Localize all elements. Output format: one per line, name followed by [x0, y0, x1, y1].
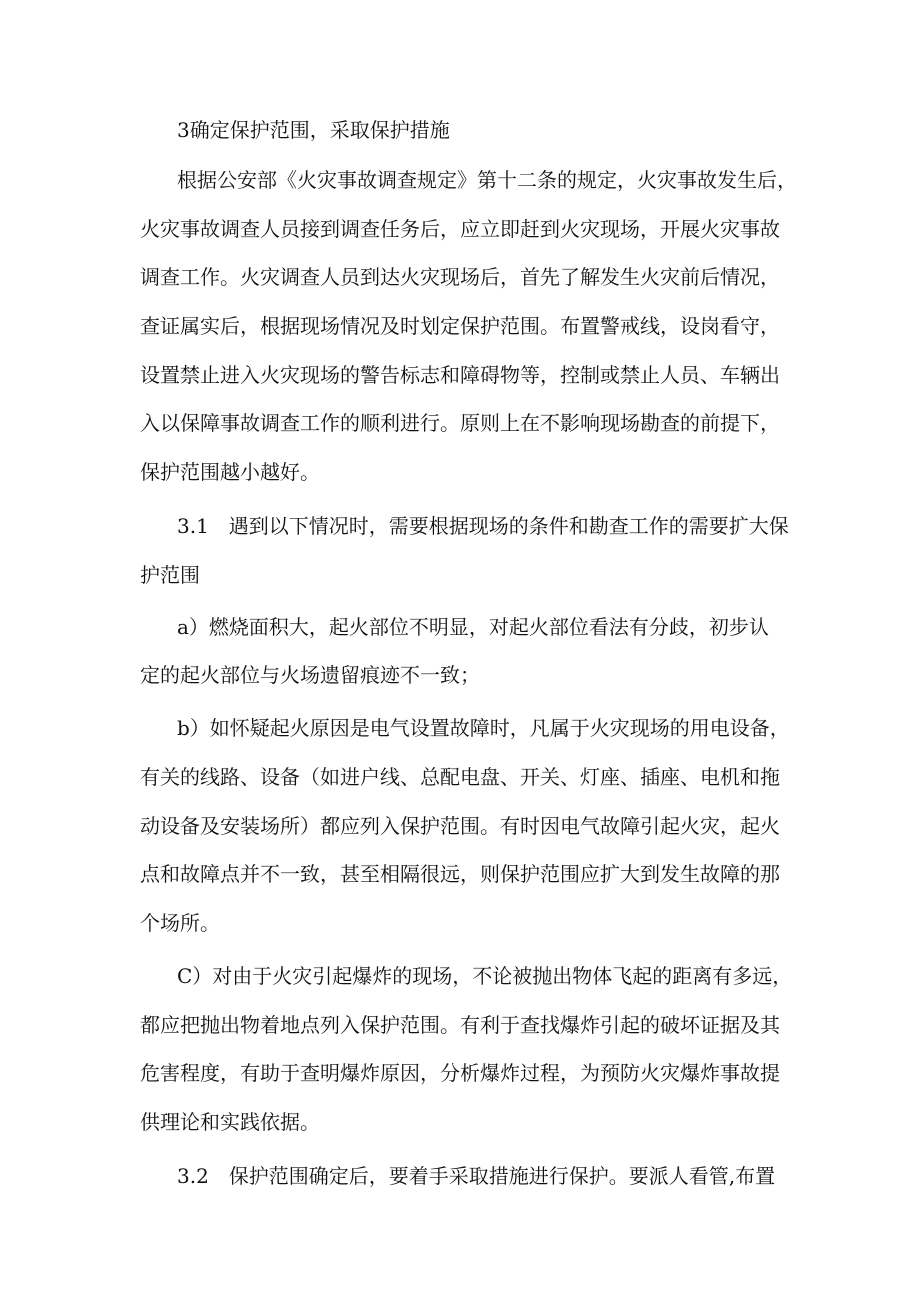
text-line: 查证属实后，根据现场情况及时划定保护范围。布置警戒线，设岗看守，: [140, 314, 780, 338]
section-heading: 3确定保护范围，采取保护措施: [177, 118, 450, 142]
text-line: 动设备及安装场所）都应列入保护范围。有时因电气故障引起火灾，起火: [140, 814, 780, 838]
text-line: 3.2 保护范围确定后，要着手采取措施进行保护。要派人看管,布置: [177, 1164, 776, 1188]
text-line: 设置禁止进入火灾现场的警告标志和障碍物等，控制或禁止人员、车辆出: [140, 363, 780, 387]
text-line: 都应把抛出物着地点列入保护范围。有利于查找爆炸引起的破坏证据及其: [140, 1013, 780, 1037]
text-line: 调查工作。火灾调查人员到达火灾现场后，首先了解发生火灾前后情况，: [140, 265, 780, 289]
text-line: a）燃烧面积大，起火部位不明显，对起火部位看法有分歧，初步认: [177, 615, 769, 639]
text-line: b）如怀疑起火原因是电气设置故障时，凡属于火灾现场的用电设备，: [177, 716, 790, 740]
text-line: 根据公安部《火灾事故调查规定》第十二条的规定，火灾事故发生后，: [177, 168, 797, 192]
text-line: 3.1 遇到以下情况时，需要根据现场的条件和勘查工作的需要扩大保: [177, 514, 789, 538]
text-line: 有关的线路、设备（如进户线、总配电盘、开关、灯座、插座、电机和拖: [140, 765, 780, 789]
text-line: 个场所。: [140, 911, 220, 935]
text-line: 保护范围越小越好。: [140, 460, 320, 484]
text-line: 入以保障事故调查工作的顺利进行。原则上在不影响现场勘查的前提下，: [140, 411, 780, 435]
text-line: 危害程度，有助于查明爆炸原因，分析爆炸过程，为预防火灾爆炸事故提: [140, 1061, 780, 1085]
text-line: 点和故障点并不一致，甚至相隔很远，则保护范围应扩大到发生故障的那: [140, 862, 780, 886]
text-line: 护范围: [140, 563, 200, 587]
text-line: C）对由于火灾引起爆炸的现场，不论被抛出物体飞起的距离有多远，: [177, 964, 793, 988]
text-line: 定的起火部位与火场遗留痕迹不一致；: [140, 663, 480, 687]
text-line: 供理论和实践依据。: [140, 1110, 320, 1134]
text-line: 火灾事故调查人员接到调查任务后，应立即赶到火灾现场，开展火灾事故: [140, 217, 780, 241]
